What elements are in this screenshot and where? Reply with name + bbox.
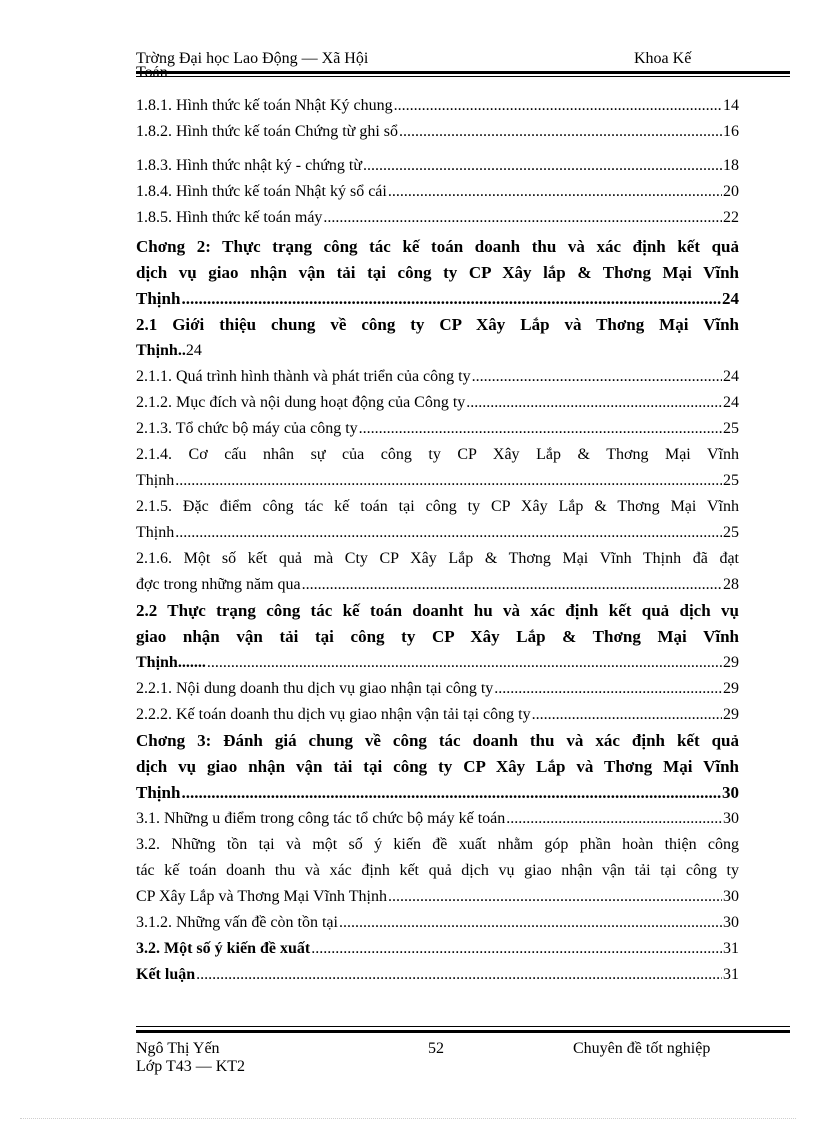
toc-entry-page: 18 xyxy=(723,157,739,174)
toc-entry-page: 31 xyxy=(723,966,739,983)
toc-entry[interactable] xyxy=(136,936,739,962)
toc-entry-title: 3.2. Một số ý kiến đề xuất xyxy=(136,940,311,957)
toc-chapter-3-line3 xyxy=(136,780,739,806)
toc-entry-title: 3.1.2. Những vấn đề còn tồn tại xyxy=(136,914,338,931)
toc-entry-title: Thịnh....... xyxy=(136,654,206,671)
toc-entry-line2 xyxy=(136,520,739,546)
toc-entry-page: 14 xyxy=(723,97,739,114)
toc-section-2-1[interactable] xyxy=(136,312,739,364)
toc-entry[interactable] xyxy=(136,179,739,205)
page-bottom-border xyxy=(20,1118,796,1120)
toc-entry-title: 2.1.2. Mục đích và nội dung hoạt động của Công ty xyxy=(136,394,466,411)
toc-chapter-2-line3 xyxy=(136,286,739,312)
toc-entry[interactable] xyxy=(136,119,739,145)
footer-page-number: 52 xyxy=(428,1040,444,1057)
toc-entry[interactable] xyxy=(136,910,739,936)
toc-entry-page: 30 xyxy=(722,783,739,802)
toc-leader-dots xyxy=(394,93,722,119)
toc-entry-line1: 2.1.4. Cơ cấu nhân sự của công ty CP Xây Lắp & Thơng Mại Vĩnh xyxy=(136,446,739,463)
toc-entry-title: đợc trong những năm qua xyxy=(136,576,301,593)
toc-entry[interactable] xyxy=(136,962,739,988)
toc-entry-title: Thịnh xyxy=(136,524,175,541)
toc-entry[interactable] xyxy=(136,702,739,728)
toc-entry-title: Kết luận xyxy=(136,966,196,983)
toc-section-2-2-line2: giao nhận vận tải tại công ty CP Xây Lắp & Thơng Mại Vĩnh xyxy=(136,627,739,646)
toc-leader-dots xyxy=(175,468,722,494)
toc-leader-dots xyxy=(388,179,722,205)
toc-entry[interactable] xyxy=(136,205,739,231)
table-of-contents xyxy=(136,93,739,988)
toc-entry-page: 28 xyxy=(723,576,739,593)
toc-entry-title: Thịnh xyxy=(136,783,181,802)
toc-chapter-2[interactable] xyxy=(136,234,739,312)
toc-leader-dots xyxy=(494,676,722,702)
toc-entry-line2: tác kế toán doanh thu và xác định kết quả dịch vụ giao nhận vận tải tại công ty xyxy=(136,862,739,879)
toc-entry[interactable] xyxy=(136,153,739,179)
footer-author: Ngô Thị Yến xyxy=(136,1040,220,1057)
toc-entry-title: 3.1. Những u điểm trong công tác tổ chức bộ máy kế toán xyxy=(136,810,506,827)
toc-entry-title: 2.1.3. Tổ chức bộ máy của công ty xyxy=(136,420,358,437)
toc-entry-title: 1.8.3. Hình thức nhật ký - chứng từ xyxy=(136,157,362,174)
header-faculty: Khoa Kế xyxy=(634,50,692,67)
toc-leader-dots xyxy=(181,286,721,312)
toc-leader-dots xyxy=(181,780,721,806)
toc-entry-title: Thịnh xyxy=(136,472,175,489)
toc-chapter-2-line2: dịch vụ giao nhận vận tải tại công ty CP Xây lắp & Thơng Mại Vĩnh xyxy=(136,263,739,282)
toc-entry-page: 25 xyxy=(723,472,739,489)
toc-entry-line2 xyxy=(136,572,739,598)
toc-entry-title: CP Xây Lắp và Thơng Mại Vĩnh Thịnh xyxy=(136,888,387,905)
toc-entry-line1: 2.1.5. Đặc điểm công tác kế toán tại công ty CP Xây Lắp & Thơng Mại Vĩnh xyxy=(136,498,739,515)
toc-section-2-1-line1: 2.1 Giới thiệu chung về công ty CP Xây Lắp và Thơng Mại Vĩnh xyxy=(136,315,739,334)
toc-entry-title: 2.2.1. Nội dung doanh thu dịch vụ giao nhận tại công ty xyxy=(136,680,494,697)
toc-entry-title: Thịnh xyxy=(136,289,181,308)
toc-entry-page: 30 xyxy=(723,914,739,931)
toc-entry-3-2[interactable] xyxy=(136,832,739,910)
toc-entry-2-1-4[interactable] xyxy=(136,442,739,494)
toc-leader-dots xyxy=(363,153,722,179)
toc-entry[interactable] xyxy=(136,806,739,832)
toc-leader-dots xyxy=(399,119,722,145)
toc-entry-title: 1.8.4. Hình thức kế toán Nhật ký sổ cái xyxy=(136,183,387,200)
toc-leader-dots xyxy=(472,364,722,390)
toc-section-2-2-line3 xyxy=(136,650,739,676)
toc-section-2-2[interactable] xyxy=(136,598,739,676)
toc-leader-dots xyxy=(388,884,722,910)
toc-entry-title: 2.1.1. Quá trình hình thành và phát triển của công ty xyxy=(136,368,471,385)
toc-entry-page: 29 xyxy=(723,680,739,697)
footer-document-title: Chuyên đề tốt nghiệp xyxy=(573,1040,711,1057)
toc-leader-dots xyxy=(207,650,722,676)
toc-entry[interactable] xyxy=(136,93,739,119)
toc-leader-dots xyxy=(339,910,722,936)
toc-chapter-2-line1: Chơng 2: Thực trạng công tác kế toán doanh thu và xác định kết quả xyxy=(136,237,739,256)
toc-leader-dots xyxy=(359,416,722,442)
toc-entry-2-1-6[interactable] xyxy=(136,546,739,598)
toc-entry-line2 xyxy=(136,468,739,494)
toc-entry-line1: 3.2. Những tồn tại và một số ý kiến đề xuất nhằm góp phần hoàn thiện công xyxy=(136,836,739,853)
toc-entry-page: 22 xyxy=(723,209,739,226)
toc-leader-dots xyxy=(175,520,722,546)
header-school: Trờng Đại học Lao Động — Xã Hội xyxy=(136,50,369,67)
toc-entry-page: 24 xyxy=(723,368,739,385)
toc-entry[interactable] xyxy=(136,364,739,390)
toc-entry-title: 1.8.1. Hình thức kế toán Nhật Ký chung xyxy=(136,97,393,114)
toc-entry-2-1-5[interactable] xyxy=(136,494,739,546)
toc-entry-line3 xyxy=(136,884,739,910)
toc-leader-dots xyxy=(196,962,722,988)
page-header xyxy=(136,50,790,72)
toc-entry-page: 29 xyxy=(723,706,739,723)
toc-entry-title: Thịnh.. xyxy=(136,342,186,359)
toc-chapter-3-line2: dịch vụ giao nhận vận tải tại công ty CP Xây Lắp và Thơng Mại Vĩnh xyxy=(136,757,739,776)
toc-leader-dots xyxy=(506,806,722,832)
toc-entry[interactable] xyxy=(136,416,739,442)
toc-entry-line1: 2.1.6. Một số kết quả mà Cty CP Xây Lắp & Thơng Mại Vĩnh Thịnh đã đạt xyxy=(136,550,739,567)
toc-entry-page: 25 xyxy=(723,524,739,541)
toc-leader-dots xyxy=(532,702,722,728)
toc-entry-title: 1.8.2. Hình thức kế toán Chứng từ ghi sổ xyxy=(136,123,398,140)
toc-leader-dots xyxy=(311,936,722,962)
header-rule-thin xyxy=(136,76,790,77)
toc-leader-dots xyxy=(302,572,722,598)
toc-entry[interactable] xyxy=(136,390,739,416)
toc-entry-page: 25 xyxy=(723,420,739,437)
toc-leader-dots xyxy=(466,390,722,416)
footer-rule-thick xyxy=(136,1030,790,1033)
toc-section-2-2-line1: 2.2 Thực trạng công tác kế toán doanht hu và xác định kết quả dịch vụ xyxy=(136,601,739,620)
toc-chapter-3[interactable] xyxy=(136,728,739,806)
toc-entry-title: 2.2.2. Kế toán doanh thu dịch vụ giao nhận vận tải tại công ty xyxy=(136,706,531,723)
toc-entry-page: 29 xyxy=(723,654,739,671)
toc-section-2-1-line2 xyxy=(136,338,739,364)
toc-entry-page: 20 xyxy=(723,183,739,200)
toc-entry-title: 1.8.5. Hình thức kế toán máy xyxy=(136,209,323,226)
toc-entry-page: 16 xyxy=(723,123,739,140)
toc-entry-page: 30 xyxy=(723,810,739,827)
header-rule-thick xyxy=(136,71,790,74)
footer-rule-thin xyxy=(136,1026,790,1027)
toc-entry-page: 24 xyxy=(722,289,739,308)
toc-chapter-3-line1: Chơng 3: Đánh giá chung về công tác doanh thu và xác định kết quả xyxy=(136,731,739,750)
toc-entry-page: 31 xyxy=(723,940,739,957)
toc-entry-page: 30 xyxy=(723,888,739,905)
toc-entry[interactable] xyxy=(136,676,739,702)
footer-class: Lớp T43 — KT2 xyxy=(136,1058,246,1075)
toc-entry-page: 24 xyxy=(185,342,202,359)
toc-entry-page: 24 xyxy=(723,394,739,411)
toc-leader-dots xyxy=(323,205,722,231)
